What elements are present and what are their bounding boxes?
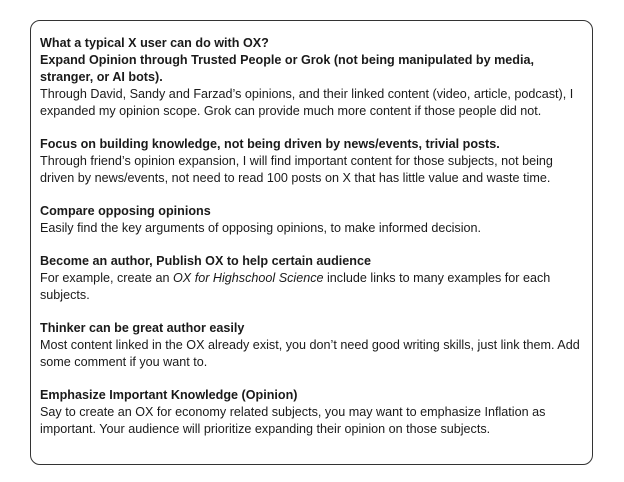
section-compare-opinions <box>40 203 588 237</box>
section-heading: Focus on building knowledge, not being driven by news/events, trivial posts. <box>40 137 500 151</box>
body-prefix: For example, create an <box>40 271 173 285</box>
section-heading: Become an author, Publish OX to help certain audience <box>40 254 372 268</box>
section-become-author <box>40 253 588 304</box>
section-body: Easily find the key arguments of opposing opinions, to make informed decision. <box>40 221 482 235</box>
section-focus-knowledge <box>40 136 588 187</box>
body-italic-title: OX for Highschool Science <box>173 271 324 285</box>
intro-question: What a typical X user can do with OX? <box>40 36 269 50</box>
section-body: Say to create an OX for economy related subjects, you may want to emphasize Inflation as important. Your audience will prioritize expanding their opinion on those subjects. <box>40 405 546 436</box>
intro-heading: Expand Opinion through Trusted People or Grok (not being manipulated by media, stranger, or AI bots). <box>40 53 534 84</box>
intro-section <box>40 35 588 120</box>
section-body: Through friend’s opinion expansion, I will find important content for those subjects, not being driven by news/events, not need to read 100 posts on X that has little value and waste time. <box>40 154 553 185</box>
section-body <box>40 270 588 304</box>
body-suffix: include links to many examples for each subjects. <box>40 271 551 302</box>
section-body: Most content linked in the OX already exist, you don’t need good writing skills, just link them. Add some comment if you want to. <box>40 338 580 369</box>
section-heading: Compare opposing opinions <box>40 204 211 218</box>
intro-body: Through David, Sandy and Farzad’s opinions, and their linked content (video, article, podcast), I expanded my opinion scope. Grok can provide much more content if those people did not. <box>40 87 574 118</box>
section-heading: Thinker can be great author easily <box>40 321 245 335</box>
section-emphasize-knowledge <box>40 387 588 438</box>
document-body <box>40 35 588 454</box>
section-heading: Emphasize Important Knowledge (Opinion) <box>40 388 298 402</box>
section-thinker-author <box>40 320 588 371</box>
